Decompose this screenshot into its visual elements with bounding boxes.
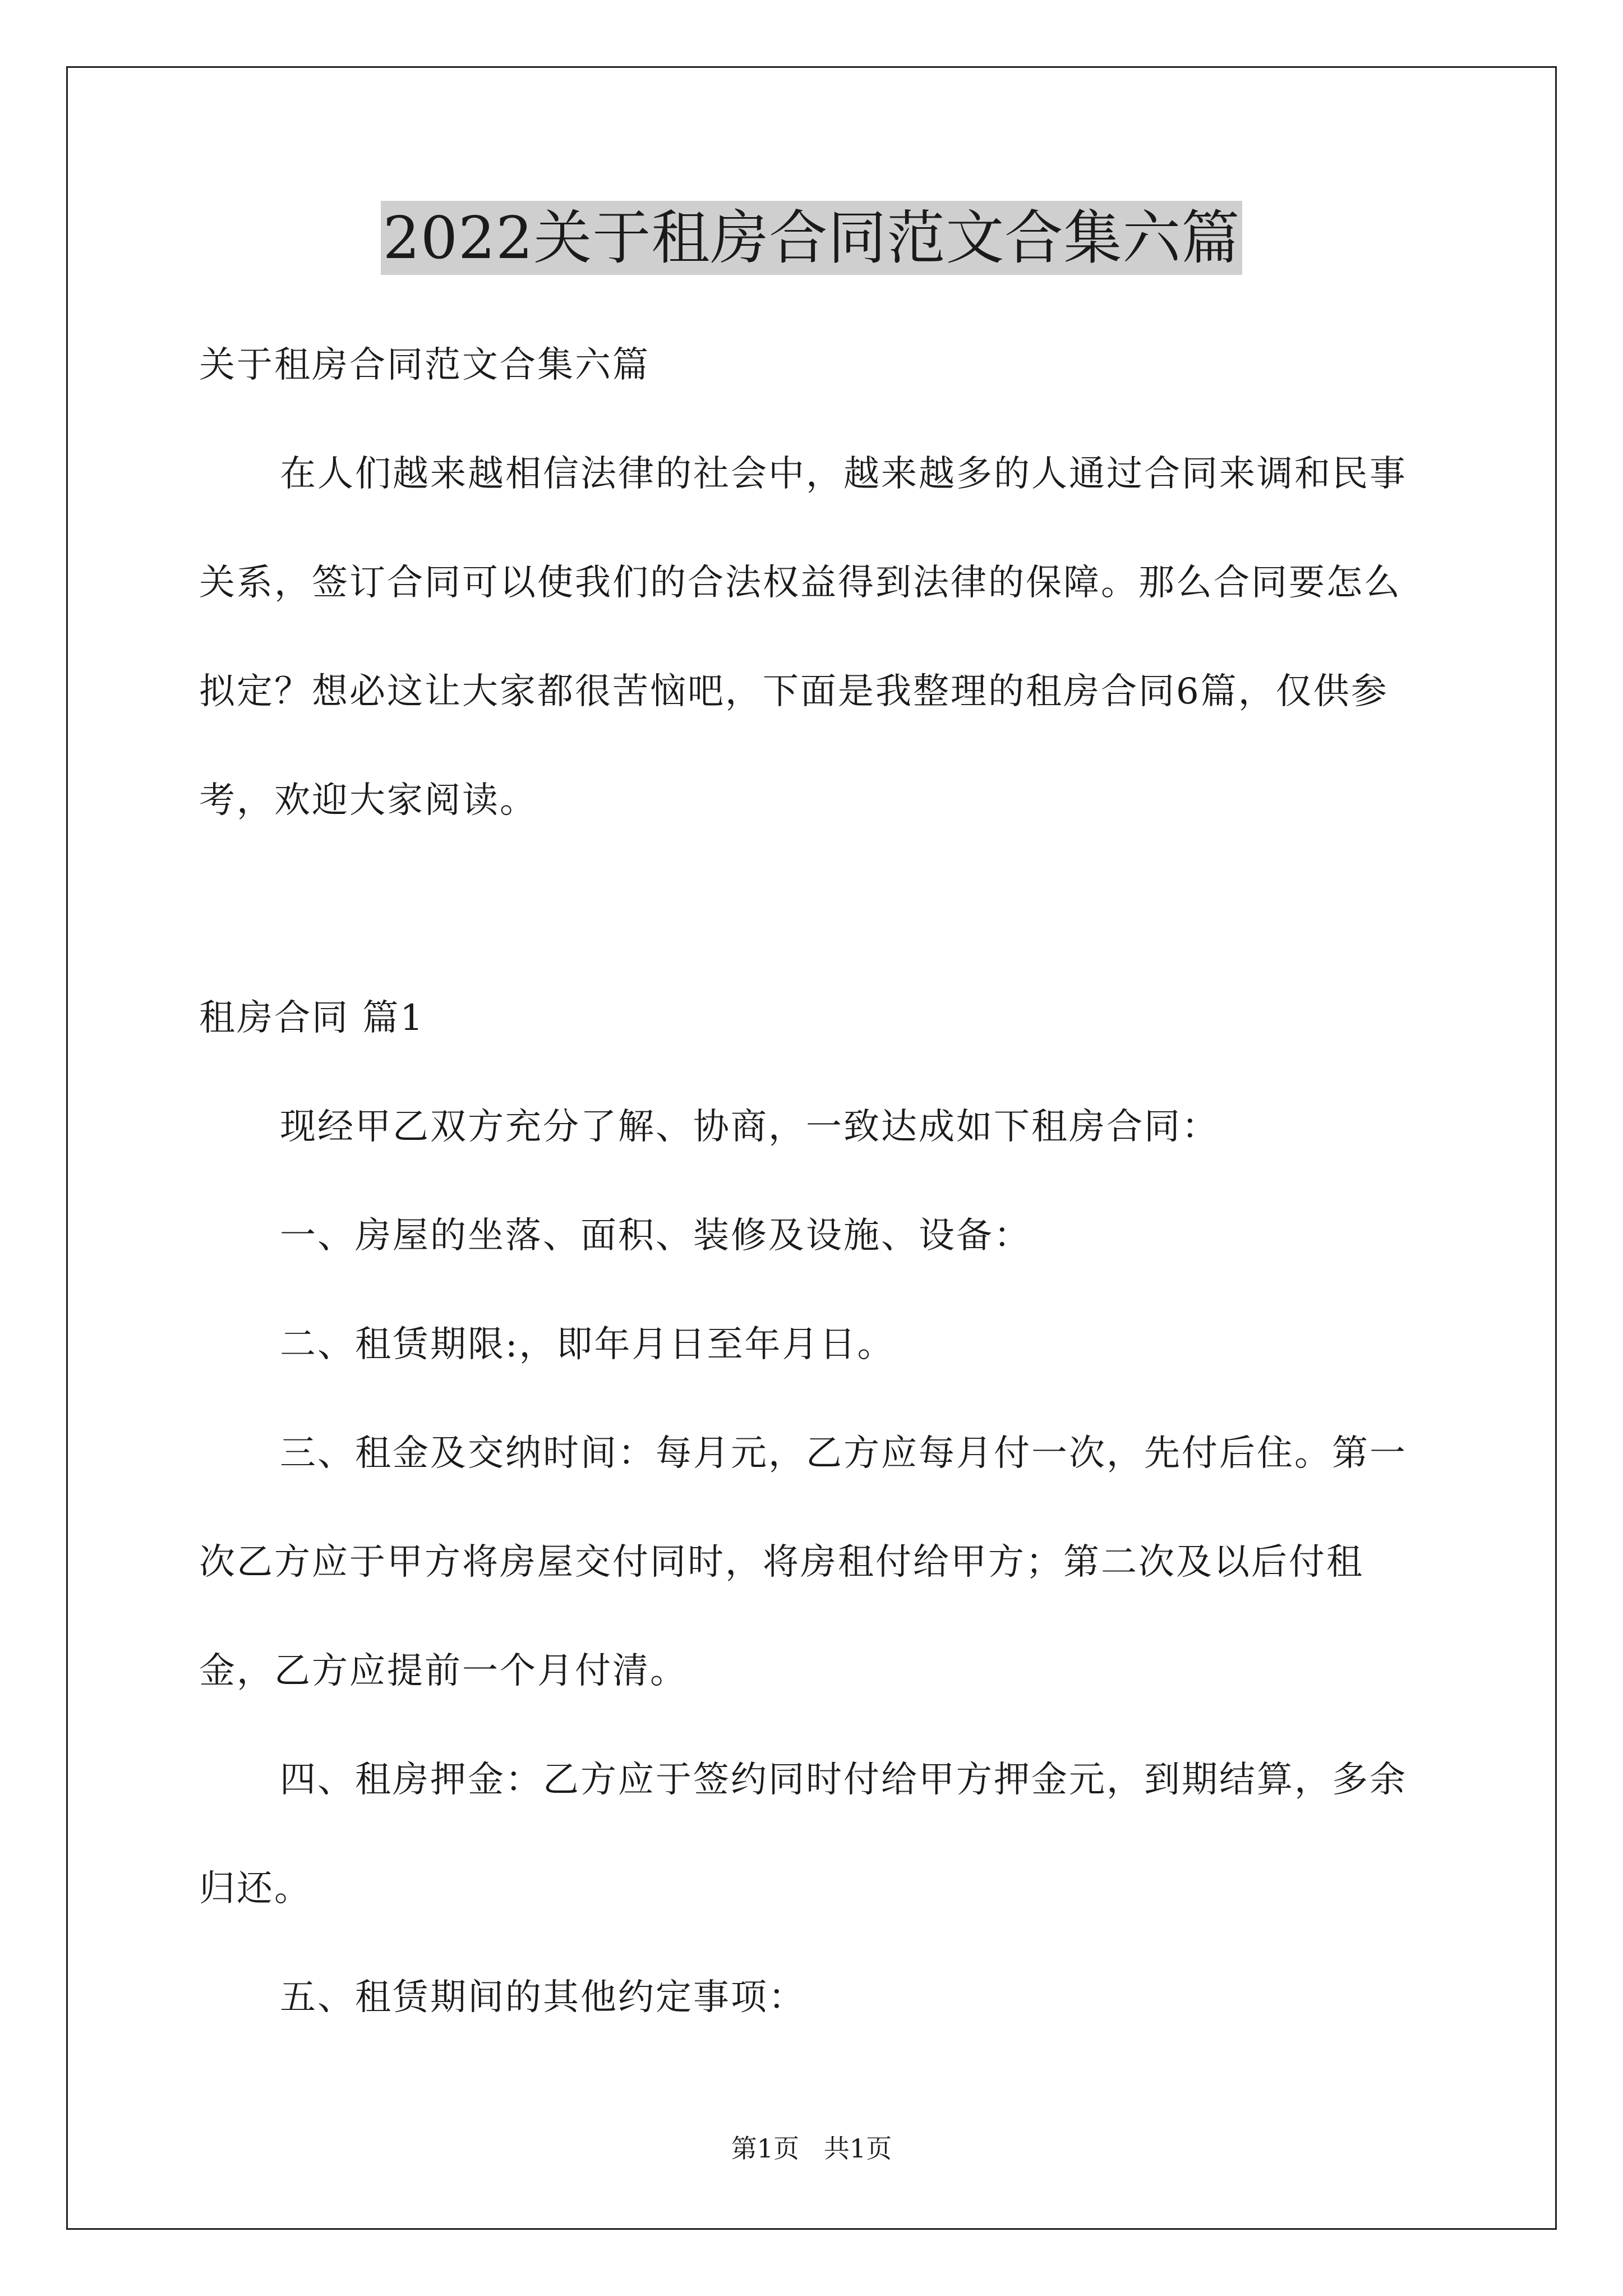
body-paragraph: 三、租金及交纳时间：每月元，乙方应每月付一次，先付后住。第一次乙方应于甲方将房屋交付同时，将房租付给甲方；第二次及以后付租金，乙方应提前一个月付清。	[199, 1433, 1407, 1692]
body-paragraph: 二、租赁期限:，即年月日至年月日。	[280, 1324, 895, 1365]
body-paragraph: 现经甲乙双方充分了解、协商，一致达成如下租房合同：	[280, 1106, 1219, 1148]
page-footer: 第1页 共1页	[731, 2133, 892, 2164]
body-paragraph: 一、房屋的坐落、面积、装修及设施、设备：	[280, 1215, 1031, 1257]
document-body	[199, 311, 1433, 2052]
section-heading: 租房合同 篇1	[199, 997, 425, 1039]
section-spacer	[199, 855, 1433, 964]
body-paragraph: 四、租房押金：乙方应于签约同时付给甲方押金元，到期结算，多余归还。	[199, 1759, 1407, 1910]
intro-paragraph: 在人们越来越相信法律的社会中，越来越多的人通过合同来调和民事关系，签订合同可以使我们的合法权益得到法律的保障。那么合同要怎么拟定？想必这让大家都很苦恼吧，下面是我整理的租房合同6篇，仅供参考，欢迎大家阅读。	[199, 453, 1407, 821]
title-container	[0, 201, 1623, 275]
body-paragraph: 五、租赁期间的其他约定事项：	[280, 1977, 806, 2018]
document-title: 2022关于租房合同范文合集六篇	[381, 201, 1243, 275]
document-subtitle: 关于租房合同范文合集六篇	[199, 344, 650, 386]
